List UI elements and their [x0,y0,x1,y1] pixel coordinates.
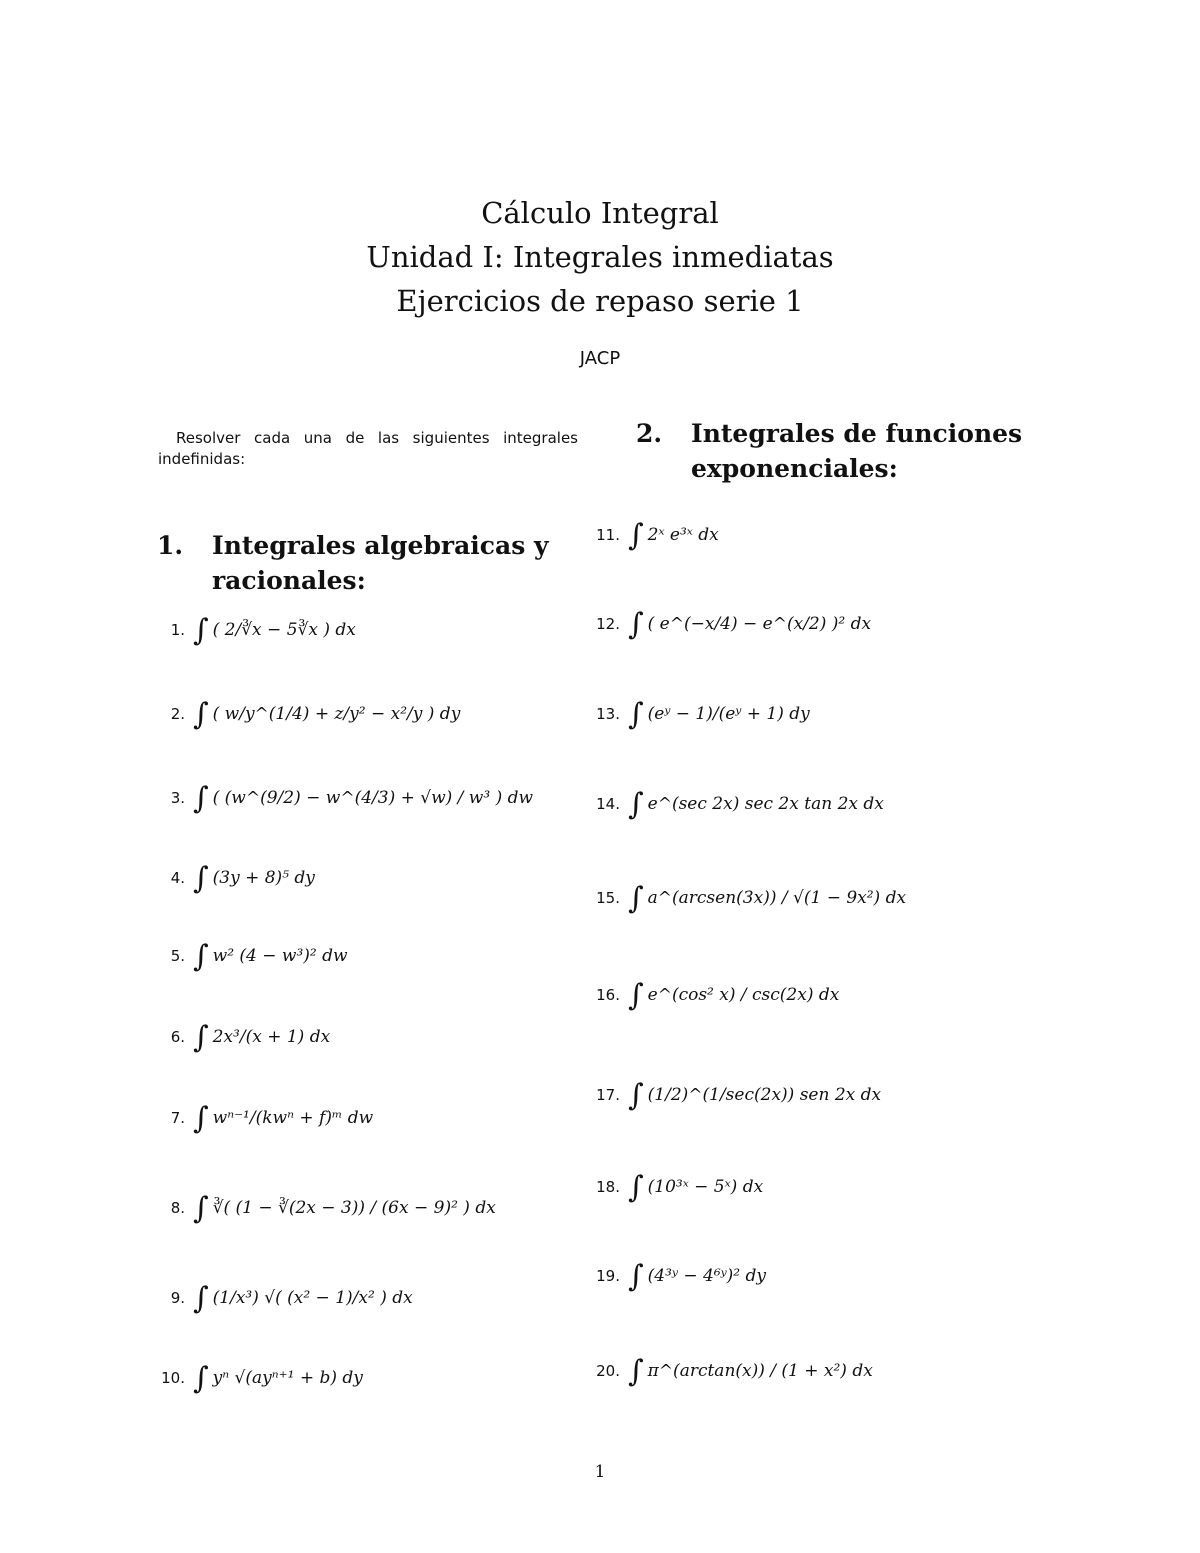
exercise-number: 12. [596,615,620,633]
exercise-number: 5. [170,947,185,965]
exercise-1 [145,600,356,660]
exercise-8 [145,1178,496,1238]
integral-expression: ∫ (10³ˣ − 5ˣ) dx [628,1169,764,1205]
integral-sign-icon: ∫ [628,1258,644,1294]
integral-expression: ∫ e^(cos² x) / csc(2x) dx [628,977,840,1013]
exercise-number: 14. [596,795,620,813]
integral-expression: ∫ ( (w^(9/2) − w^(4/3) + √w) / w³ ) dw [193,780,534,816]
integral-sign-icon: ∫ [628,1353,644,1389]
section-number: 1. [157,531,184,560]
exercise-13 [580,684,810,744]
exercise-number: 3. [170,789,185,807]
exercise-3 [145,768,533,828]
section-1-heading [157,528,577,598]
integral-expression: ∫ wⁿ⁻¹/(kwⁿ + f)ᵐ dw [193,1100,374,1136]
exercise-11 [580,505,719,565]
exercise-18 [580,1157,763,1217]
exercise-5 [145,926,348,986]
exercise-number: 15. [596,889,620,907]
integral-expression: ∫ ( e^(−x/4) − e^(x/2) )² dx [628,606,872,642]
exercise-number: 1. [170,621,185,639]
integral-sign-icon: ∫ [193,612,209,648]
integral-expression: ∫ a^(arcsen(3x)) / √(1 − 9x²) dx [628,880,907,916]
page-number: 1 [594,1462,606,1482]
exercise-number: 18. [596,1178,620,1196]
exercise-15 [580,868,906,928]
integral-sign-icon: ∫ [628,786,644,822]
integral-sign-icon: ∫ [193,938,209,974]
exercise-number: 9. [170,1289,185,1307]
integral-sign-icon: ∫ [628,977,644,1013]
exercise-6 [145,1007,330,1067]
section-title: Integrales algebraicas y racionales: [212,531,549,595]
integral-expression: ∫ ( w/y^(1/4) + z/y² − x²/y ) dy [193,696,461,732]
integral-sign-icon: ∫ [193,780,209,816]
integral-expression: ∫ π^(arctan(x)) / (1 + x²) dx [628,1353,873,1389]
exercise-number: 11. [596,526,620,544]
section-number: 2. [636,419,663,448]
exercise-number: 19. [596,1267,620,1285]
exercise-number: 7. [170,1109,185,1127]
integral-expression: ∫ (eʸ − 1)/(eʸ + 1) dy [628,696,810,732]
exercise-4 [145,848,315,908]
exercise-number: 17. [596,1086,620,1104]
section-2-heading [636,416,1036,486]
exercise-19 [580,1246,766,1306]
integral-sign-icon: ∫ [193,860,209,896]
exercise-number: 2. [170,705,185,723]
exercise-number: 10. [161,1369,185,1387]
intro-paragraph: Resolver cada una de las siguientes integrales indefinidas: [158,429,578,468]
exercise-12 [580,594,871,654]
author: JACP [579,348,621,369]
integral-sign-icon: ∫ [628,1169,644,1205]
integral-expression: ∫ 2x³/(x + 1) dx [193,1019,331,1055]
integral-expression: ∫ (1/x³) √( (x² − 1)/x² ) dx [193,1280,413,1316]
integral-sign-icon: ∫ [628,880,644,916]
integral-expression: ∫ 2ˣ e³ˣ dx [628,517,719,553]
integral-sign-icon: ∫ [628,606,644,642]
unit-subtitle: Unidad I: Integrales inmediatas [366,240,834,274]
integral-expression: ∫ ( 2/∛x − 5∛x ) dx [193,612,356,648]
integral-sign-icon: ∫ [193,1360,209,1396]
series-subtitle: Ejercicios de repaso serie 1 [396,284,804,318]
integral-expression: ∫ e^(sec 2x) sec 2x tan 2x dx [628,786,884,822]
exercise-number: 20. [596,1362,620,1380]
integral-expression: ∫ w² (4 − w³)² dw [193,938,348,974]
integral-expression: ∫ ∛( (1 − ∛(2x − 3)) / (6x − 9)² ) dx [193,1190,496,1226]
integral-expression: ∫ (3y + 8)⁵ dy [193,860,315,896]
document-title: Cálculo Integral [481,196,719,230]
exercise-17 [580,1065,881,1125]
integral-sign-icon: ∫ [628,517,644,553]
exercise-7 [145,1088,373,1148]
integral-expression: ∫ (4³ʸ − 4⁶ʸ)² dy [628,1258,767,1294]
exercise-number: 13. [596,705,620,723]
exercise-16 [580,965,839,1025]
exercise-14 [580,774,884,834]
exercise-number: 6. [170,1028,185,1046]
integral-sign-icon: ∫ [193,1190,209,1226]
exercise-number: 4. [170,869,185,887]
integral-expression: ∫ (1/2)^(1/sec(2x)) sen 2x dx [628,1077,882,1113]
integral-sign-icon: ∫ [193,696,209,732]
integral-sign-icon: ∫ [193,1100,209,1136]
exercise-20 [580,1341,873,1401]
integral-sign-icon: ∫ [193,1019,209,1055]
section-title: Integrales de funciones exponenciales: [691,419,1023,483]
exercise-number: 8. [170,1199,185,1217]
integral-sign-icon: ∫ [628,1077,644,1113]
integral-expression: ∫ yⁿ √(ayⁿ⁺¹ + b) dy [193,1360,363,1396]
exercise-10 [145,1348,363,1408]
integral-sign-icon: ∫ [628,696,644,732]
integral-sign-icon: ∫ [193,1280,209,1316]
exercise-2 [145,684,460,744]
exercise-9 [145,1268,413,1328]
exercise-number: 16. [596,986,620,1004]
